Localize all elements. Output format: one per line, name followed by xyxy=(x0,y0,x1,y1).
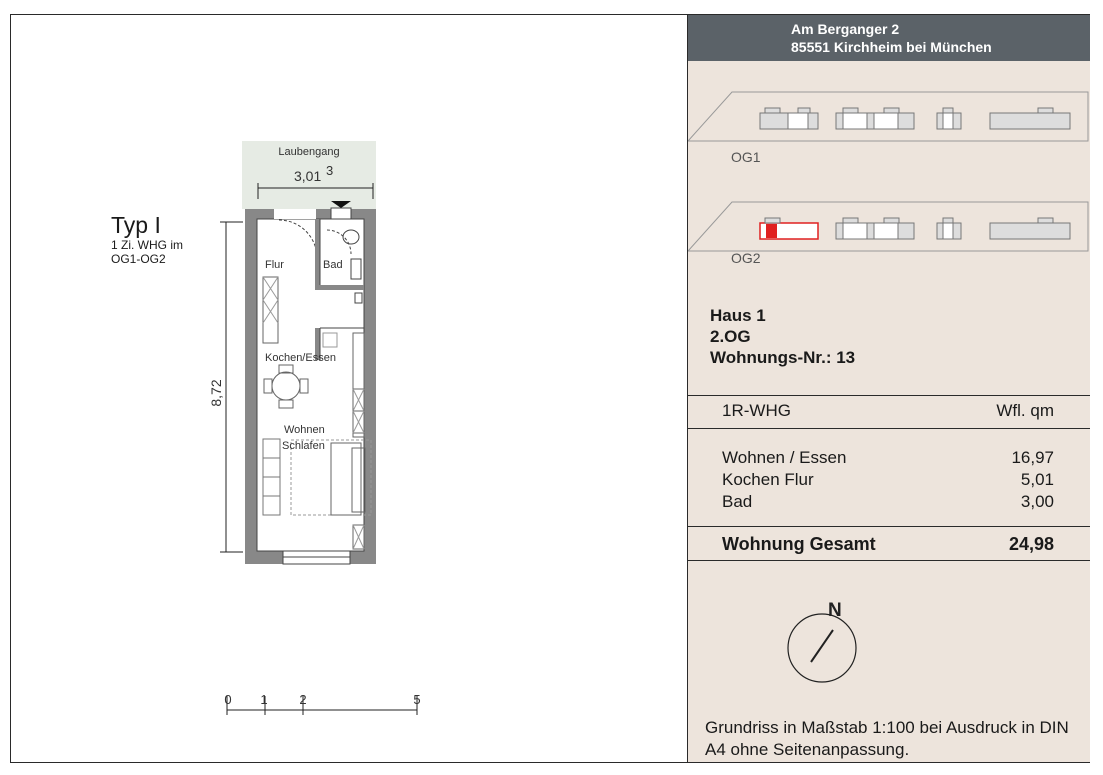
og2-buildings xyxy=(836,218,1070,239)
scale-note: Grundriss in Maßstab 1:100 bei Ausdruck in DIN A4 ohne Seitenanpassung. xyxy=(705,718,1069,759)
room-label-schlafen: Schlafen xyxy=(282,440,325,452)
room-label-bad: Bad xyxy=(323,259,343,271)
compass-icon xyxy=(778,592,878,692)
floor-label-og2: OG2 xyxy=(731,250,761,266)
separator-4 xyxy=(688,560,1090,561)
unit-type-sub2: OG1-OG2 xyxy=(111,252,166,266)
sheet-frame xyxy=(10,14,1090,763)
unit-info xyxy=(710,305,855,368)
compass-north-label: N xyxy=(828,600,842,621)
laubengang-label: Laubengang xyxy=(278,146,340,158)
floor-label-og1: OG1 xyxy=(731,149,761,165)
scale-label-0: 0 xyxy=(224,692,232,707)
unit-geschoss: 2.OG xyxy=(710,327,751,346)
wall-right xyxy=(364,209,376,564)
table-row xyxy=(722,447,1054,469)
total-label: Wohnung Gesamt xyxy=(722,534,876,554)
table-row xyxy=(722,491,1054,513)
total-value: 24,98 xyxy=(1008,534,1054,554)
room-label-wohnen: Wohnen xyxy=(284,424,325,436)
row-value: 16,97 xyxy=(1011,448,1054,467)
wall-left xyxy=(245,209,257,564)
entrance-opening xyxy=(274,209,316,219)
separator-3 xyxy=(688,526,1090,527)
table-header-right: Wfl. qm xyxy=(996,401,1054,420)
row-name: Wohnen / Essen xyxy=(722,448,847,467)
info-panel xyxy=(687,15,1090,762)
unit-type-title: Typ I xyxy=(111,212,161,238)
height-dim-text: 8,72 xyxy=(208,379,224,407)
address-line2: 85551 Kirchheim bei München xyxy=(791,39,992,55)
og2-highlight-roof xyxy=(765,218,780,223)
unit-haus: Haus 1 xyxy=(710,306,766,325)
separator-2 xyxy=(688,428,1090,429)
width-dim-text: 3,01 xyxy=(294,168,322,184)
bath-wall-left xyxy=(315,219,320,287)
floor-plan-panel xyxy=(11,15,687,762)
floor-plan-drawing xyxy=(11,15,687,764)
room-label-flur: Flur xyxy=(265,259,284,271)
area-rows xyxy=(722,447,1054,513)
building-key-plans xyxy=(688,61,1090,276)
scale-label-1: 1 xyxy=(260,692,268,707)
og1-buildings xyxy=(760,108,1070,129)
table-header-left: 1R-WHG xyxy=(722,401,791,420)
scale-label-5: 5 xyxy=(413,692,421,707)
bath-wall-bottom xyxy=(315,285,364,290)
row-name: Kochen Flur xyxy=(722,470,814,489)
scale-label-2: 2 xyxy=(299,692,307,707)
row-value: 5,01 xyxy=(1020,470,1054,489)
table-row xyxy=(722,469,1054,491)
room-label-kochen: Kochen/Essen xyxy=(265,352,336,364)
row-value: 3,00 xyxy=(1020,492,1054,511)
unit-nr: Wohnungs-Nr.: 13 xyxy=(710,348,856,367)
unit-type-sub1: 1 Zi. WHG im xyxy=(111,238,183,252)
width-dim-sup: 3 xyxy=(326,163,334,178)
separator-1 xyxy=(688,395,1090,396)
og2-highlight-unit xyxy=(766,224,777,238)
table-header xyxy=(722,401,1054,421)
bath-window xyxy=(331,208,351,219)
address-header xyxy=(688,15,1090,61)
row-name: Bad xyxy=(722,492,753,511)
address-line1: Am Berganger 2 xyxy=(791,21,900,37)
total-row xyxy=(722,534,1054,555)
